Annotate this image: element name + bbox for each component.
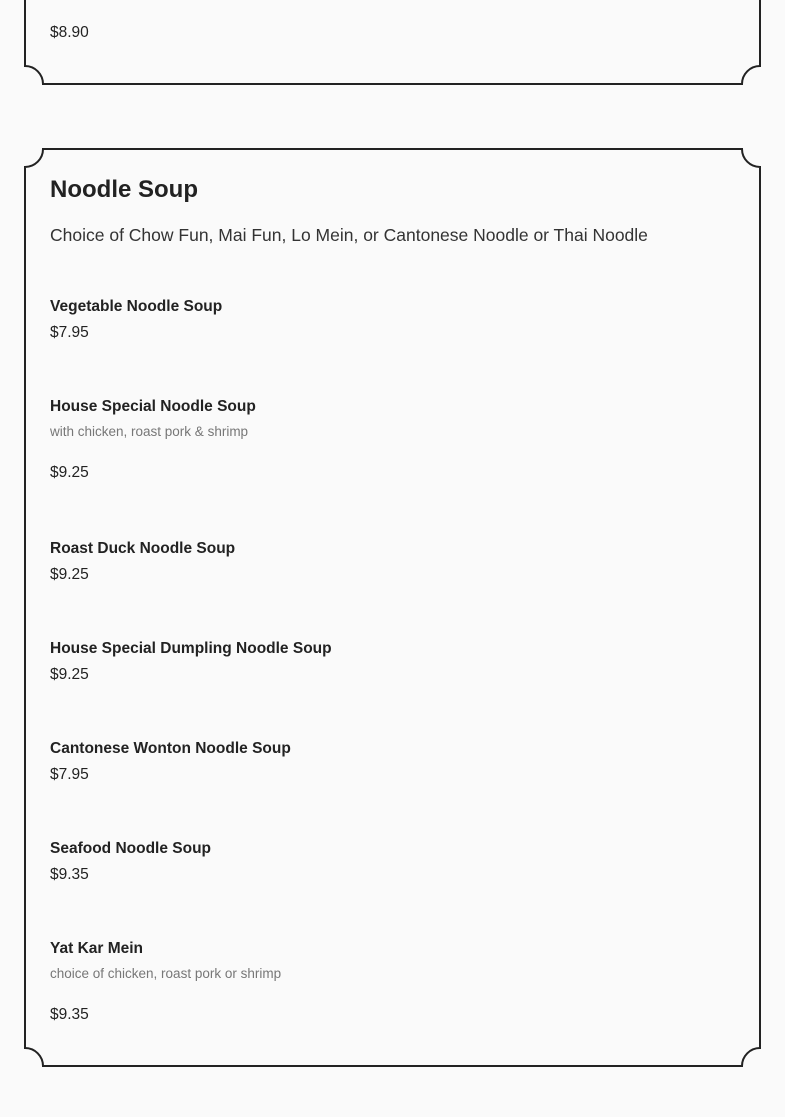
item-price: $9.35 [50, 1006, 89, 1023]
item-name: Roast Duck Noodle Soup [50, 540, 236, 557]
item-price: $7.95 [50, 324, 89, 341]
item-name: Yat Kar Mein [50, 940, 144, 957]
item-price: $9.25 [50, 464, 89, 481]
item-price: $9.25 [50, 566, 89, 583]
previous-card-border [24, 0, 761, 84]
menu-item-roast-duck-noodle-soup[interactable] [50, 540, 235, 584]
item-name: House Special Noodle Soup [50, 398, 256, 415]
menu-item-vegetable-noodle-soup[interactable] [50, 298, 222, 342]
item-price: $8.90 [50, 24, 89, 41]
menu-item-yat-kar-mein[interactable] [50, 940, 281, 1024]
item-price: $7.95 [50, 766, 89, 783]
item-description: choice of chicken, roast pork or shrimp [50, 966, 282, 981]
previous-section-card [24, 0, 761, 84]
item-price: $9.35 [50, 866, 89, 883]
item-name: Vegetable Noodle Soup [50, 298, 223, 315]
section-title: Noodle Soup [50, 176, 198, 203]
menu-item-cantonese-wonton-noodle-soup[interactable] [50, 740, 291, 784]
noodle-soup-section-card [24, 148, 761, 1067]
item-name: House Special Dumpling Noodle Soup [50, 640, 332, 657]
item-name: Seafood Noodle Soup [50, 840, 212, 857]
menu-item-seafood-noodle-soup[interactable] [50, 840, 211, 884]
menu-item-house-special-dumpling-noodle-soup[interactable] [50, 640, 332, 684]
menu-item-house-special-noodle-soup[interactable] [50, 398, 256, 482]
section-card-border [24, 148, 761, 1067]
item-price: $9.25 [50, 666, 89, 683]
section-description: Choice of Chow Fun, Mai Fun, Lo Mein, or Cantonese Noodle or Thai Noodle [50, 225, 648, 245]
item-name: Cantonese Wonton Noodle Soup [50, 740, 291, 757]
item-description: with chicken, roast pork & shrimp [50, 424, 249, 439]
